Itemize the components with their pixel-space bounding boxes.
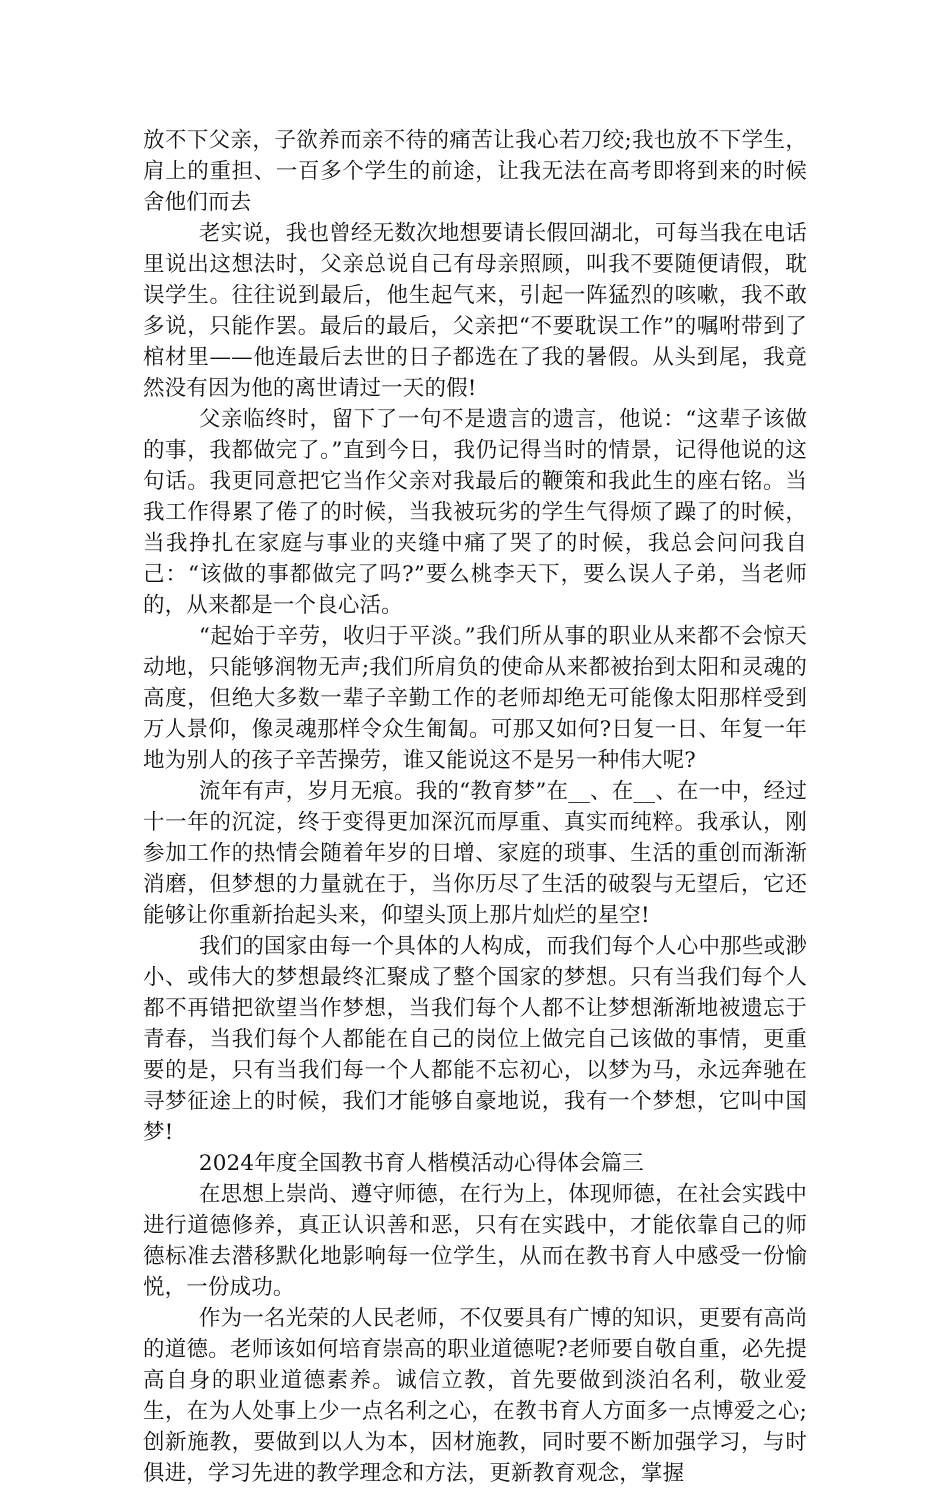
paragraph-5: 流年有声，岁月无痕。我的“教育梦”在__、在__、在一中，经过十一年的沉淀，终于变得更加深沉而厚重、真实而纯粹。我承认，刚参加工作的热情会随着年岁的日增、家庭的琐事、生活的重创而渐渐消磨，但梦想的力量就在于，当你历尽了生活的破裂与无望后，它还能够让你重新抬起头来，仰望头顶上那片灿烂的星空! [143, 779, 807, 928]
paragraph-7: 在思想上崇尚、遵守师德，在行为上，体现师德，在社会实践中进行道德修养，真正认识善和恶，只有在实践中，才能依靠自己的师德标准去潜移默化地影响每一位学生，从而在教书育人中感受一份愉悦，一份成功。 [143, 1182, 807, 1300]
paragraph-2: 老实说，我也曾经无数次地想要请长假回湖北，可每当我在电话里说出这想法时，父亲总说自己有母亲照顾，叫我不要随便请假，耽误学生。往往说到最后，他生起气来，引起一阵猛烈的咳嗽，我不敢多说，只能作罢。最后的最后，父亲把“不要耽误工作”的嘱咐带到了棺材里——他连最后去世的日子都选在了我的暑假。从头到尾，我竟然没有因为他的离世请过一天的假! [143, 221, 807, 401]
paragraph-3: 父亲临终时，留下了一句不是遗言的遗言，他说：“这辈子该做的事，我都做完了。”直到今日，我仍记得当时的情景，记得他说的这句话。我更同意把它当作父亲对我最后的鞭策和我此生的座右铭。当我工作得累了倦了的时候，当我被玩劣的学生气得烦了躁了的时候，当我挣扎在家庭与事业的夹缝中痛了哭了的时候，我总会问问我自己：“该做的事都做完了吗?”要么桃李天下，要么误人子弟，当老师的，从来都是一个良心活。 [143, 407, 807, 618]
paragraph-1: 放不下父亲，子欲养而亲不待的痛苦让我心若刀绞;我也放不下学生，肩上的重担、一百多个学生的前途，让我无法在高考即将到来的时候舍他们而去 [143, 128, 807, 215]
document-page [143, 125, 807, 1489]
paragraph-6: 我们的国家由每一个具体的人构成，而我们每个人心中那些或渺小、或伟大的梦想最终汇聚成了整个国家的梦想。只有当我们每个人都不再错把欲望当作梦想，当我们每个人都不让梦想渐渐地被遗忘于青春，当我们每个人都能在自己的岗位上做完自己该做的事情，更重要的是，只有当我们每一个人都能不忘初心，以梦为马，永远奔驰在寻梦征途上的时候，我们才能够自豪地说，我有一个梦想，它叫中国梦! [143, 934, 807, 1145]
paragraph-8: 作为一名光荣的人民老师，不仅要具有广博的知识，更要有高尚的道德。老师该如何培育崇高的职业道德呢?老师要自敬自重，必先提高自身的职业道德素养。诚信立教，首先要做到淡泊名利，敬业爱生，在为人处事上少一点名利之心，在教书育人方面多一点博爱之心;创新施教，要做到以人为本，因材施教，同时要不断加强学习，与时俱进，学习先进的教学理念和方法，更新教育观念，掌握 [143, 1306, 807, 1486]
section-heading: 2024年度全国教书育人楷模活动心得体会篇三 [198, 1151, 644, 1176]
paragraph-4: “起始于辛劳，收归于平淡。”我们所从事的职业从来都不会惊天动地，只能够润物无声;我们所肩负的使命从来都被抬到太阳和灵魂的高度，但绝大多数一辈子辛勤工作的老师却绝无可能像太阳那样受到万人景仰，像灵魂那样令众生匍匐。可那又如何?日复一日、年复一年地为别人的孩子辛苦操劳，谁又能说这不是另一种伟大呢? [143, 624, 807, 773]
